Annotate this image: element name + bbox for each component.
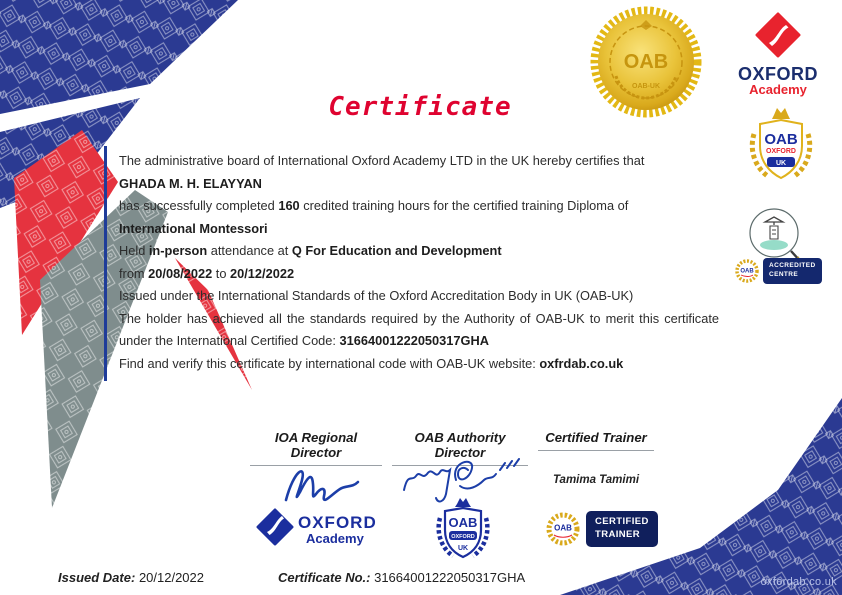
seal-sub-text: OAB-UK xyxy=(632,83,660,90)
gold-seal xyxy=(590,4,702,118)
shield-uk-text: UK xyxy=(775,160,787,167)
oxford-wordmark: OXFORD xyxy=(737,64,818,84)
shield-oxford-text: OXFORD xyxy=(766,148,796,155)
certificate-title: Certificate xyxy=(328,92,512,122)
body-line-standards: Issued under the International Standards of the Oxford Accreditation Body in UK (OAB-UK) xyxy=(119,288,634,303)
trainer-name: Tamima Tamimi xyxy=(552,474,640,486)
certified-trainer-box: CERTIFIED TRAINER xyxy=(586,511,658,547)
oab-mini-seal-icon xyxy=(734,258,760,284)
oab-director-label: OAB Authority Director xyxy=(392,430,528,466)
ioa-director-label: IOA Regional Director xyxy=(250,430,382,466)
decor-blue-bottomright xyxy=(560,398,842,595)
shield-oab-text: OAB xyxy=(764,131,798,148)
svg-text:OAB: OAB xyxy=(448,515,478,530)
body-line-certifies: The administrative board of International Oxford Academy LTD in the UK hereby certifies that xyxy=(119,153,645,168)
recipient-name: GHADA M. H. ELAYYAN xyxy=(119,175,262,191)
certified-trainer-badge xyxy=(544,510,658,548)
certificate-number: Certificate No.: 31664001222050317GHA xyxy=(278,570,526,585)
accredited-centre-badge xyxy=(734,258,822,284)
svg-text:UK: UK xyxy=(457,545,469,552)
svg-text:OXFORD: OXFORD xyxy=(298,513,377,532)
sig-col-trainer xyxy=(538,430,654,451)
certified-trainer-label: Certified Trainer xyxy=(538,430,654,451)
decor-blue-topleft xyxy=(0,0,238,114)
svg-text:Academy: Academy xyxy=(306,531,364,546)
issued-date: Issued Date: 20/12/2022 xyxy=(58,570,205,585)
oxford-diamond-icon xyxy=(755,12,801,58)
badge-crown-icon xyxy=(455,498,471,507)
svg-text:OAB: OAB xyxy=(554,523,572,533)
oab-gold-seal-icon xyxy=(544,510,582,548)
website-watermark: oxfordab.co.uk xyxy=(760,576,837,588)
body-line-held: Held in-person attendance at Q For Education and Development xyxy=(119,243,502,258)
seal-oab-text: OAB xyxy=(623,51,669,73)
body-line-hours: has successfully completed 160 credited training hours for the certified training Diploma of xyxy=(119,198,629,213)
body-line-holder: The holder has achieved all the standards required by the Authority of OAB-UK to merit this certificate under the International Certified Code: 31664001222050317GHA xyxy=(119,310,719,348)
badge-crown-icon xyxy=(772,108,790,119)
body-line-dates: from 20/08/2022 to 20/12/2022 xyxy=(119,265,295,281)
svg-text:OAB: OAB xyxy=(740,268,754,275)
body-line-verify: Find and verify this certificate by international code with OAB-UK website: oxfrdab.co.uk xyxy=(119,355,624,371)
ioa-director-signature xyxy=(278,460,368,512)
certificate-body xyxy=(104,146,719,381)
svg-text:OXFORD: OXFORD xyxy=(451,534,475,540)
diploma-name: International Montessori xyxy=(119,220,268,236)
oab-uk-blue-badge xyxy=(428,496,498,566)
oab-uk-gold-badge xyxy=(738,106,824,190)
oxford-academy-logo-bottom xyxy=(256,506,388,558)
academy-wordmark: Academy xyxy=(749,82,807,97)
accredited-centre-label: ACCREDITED CENTRE xyxy=(763,258,822,284)
oxford-academy-logo-top xyxy=(722,12,834,97)
